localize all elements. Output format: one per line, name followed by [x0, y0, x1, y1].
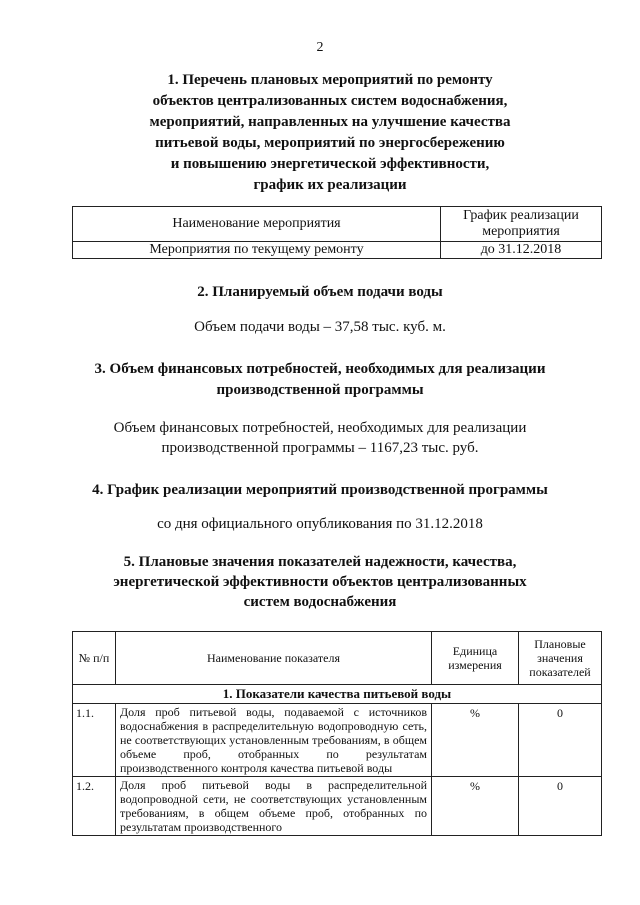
row-indicator-name: Доля проб питьевой воды в распределительной водопроводной сети, не соответствующих установленным требованиям, в общем объеме проб, отобранных по результатам производственного — [116, 777, 432, 836]
section5-title-line: энергетической эффективности объектов централизованных — [113, 574, 527, 590]
header-number: № п/п — [73, 632, 116, 685]
section3-title-line: 3. Объем финансовых потребностей, необходимых для реализации — [94, 361, 546, 377]
row-indicator-name: Доля проб питьевой воды, подаваемой с источников водоснабжения в распределительную водопроводную сеть, не соответствующих установленным требованиям, в общем объеме проб, отобранных по результатам производственного контроля качества питьевой воды — [116, 704, 432, 777]
section2-text: Объем подачи воды – 37,58 тыс. куб. м. — [194, 319, 446, 335]
row-number: 1.1. — [73, 704, 116, 777]
row-unit: % — [432, 777, 519, 836]
header-measure-name: Наименование мероприятия — [73, 207, 441, 242]
section1-title-line: и повышению энергетической эффективности, — [170, 156, 490, 172]
page-number: 2 — [316, 40, 324, 55]
subsection-title: 1. Показатели качества питьевой воды — [73, 685, 602, 704]
header-planned-value: Плановые значения показателей — [519, 632, 602, 685]
section5-title-line: 5. Плановые значения показателей надежности, качества, — [123, 554, 517, 570]
section3-text-line: производственной программы – 1167,23 тыс. руб. — [161, 440, 479, 456]
section1-title-line: питьевой воды, мероприятий по энергосбережению — [155, 135, 505, 151]
measure-schedule-cell: до 31.12.2018 — [441, 242, 602, 259]
table-header-row — [73, 207, 602, 242]
indicators-table — [72, 631, 602, 836]
row-value: 0 — [519, 704, 602, 777]
section5-title-line: систем водоснабжения — [243, 594, 397, 610]
subsection-row — [73, 685, 602, 704]
section1-title-line: 1. Перечень плановых мероприятий по ремонту — [167, 72, 493, 88]
row-value: 0 — [519, 777, 602, 836]
row-number: 1.2. — [73, 777, 116, 836]
section1-title — [100, 70, 560, 196]
header-indicator-name: Наименование показателя — [116, 632, 432, 685]
section1-title-line: мероприятий, направленных на улучшение качества — [149, 114, 511, 130]
row-unit: % — [432, 704, 519, 777]
section3-text-line: Объем финансовых потребностей, необходимых для реализации — [113, 420, 527, 436]
header-schedule: График реализации мероприятия — [441, 207, 602, 242]
header-unit: Единица измерения — [432, 632, 519, 685]
section3-title-line: производственной программы — [216, 382, 424, 398]
section1-title-line: график их реализации — [253, 177, 407, 193]
section4-title: 4. График реализации мероприятий производственной программы — [92, 482, 548, 498]
table-header-row — [73, 632, 602, 685]
section4-text: со дня официального опубликования по 31.12.2018 — [157, 516, 483, 532]
section1-title-line: объектов централизованных систем водоснабжения, — [152, 93, 508, 109]
table-row — [73, 777, 602, 836]
repair-measures-table — [72, 206, 602, 259]
section2-title: 2. Планируемый объем подачи воды — [197, 284, 443, 300]
table-row — [73, 704, 602, 777]
measure-name-cell: Мероприятия по текущему ремонту — [73, 242, 441, 259]
table-row — [73, 242, 602, 259]
